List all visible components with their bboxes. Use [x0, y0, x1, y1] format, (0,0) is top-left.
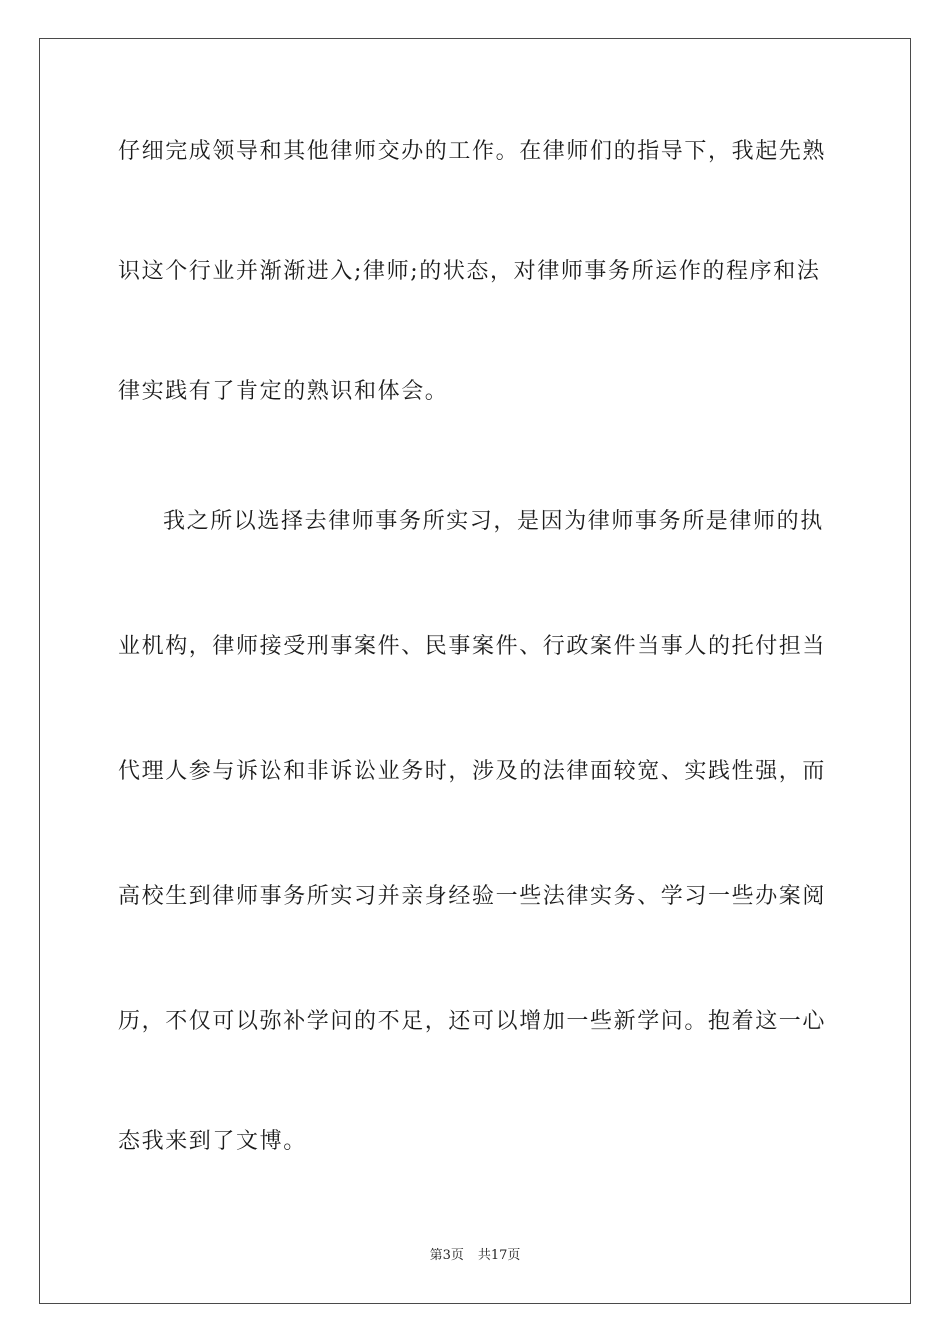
page-footer: [0, 1247, 950, 1265]
text-line: 律实践有了肯定的熟识和体会。: [118, 379, 449, 404]
text-line: 识这个行业并渐渐进入;律师;的状态，对律师事务所运作的程序和法: [118, 259, 821, 284]
text-line: 态我来到了文博。: [118, 1129, 307, 1154]
text-line: 高校生到律师事务所实习并亲身经验一些法律实务、学习一些办案阅: [118, 884, 827, 909]
text-line: 历，不仅可以弥补学问的不足，还可以增加一些新学问。抱着这一心: [118, 1009, 827, 1034]
page-number: 第3页: [429, 1248, 464, 1263]
page-total: 共17页: [477, 1248, 521, 1263]
text-line: 业机构，律师接受刑事案件、民事案件、行政案件当事人的托付担当: [118, 634, 827, 659]
page-border: [39, 38, 911, 1304]
text-line: 仔细完成领导和其他律师交办的工作。在律师们的指导下，我起先熟: [118, 139, 827, 164]
text-line: 代理人参与诉讼和非诉讼业务时，涉及的法律面较宽、实践性强，而: [118, 759, 827, 784]
paragraph-start-line: 我之所以选择去律师事务所实习，是因为律师事务所是律师的执: [163, 509, 824, 534]
